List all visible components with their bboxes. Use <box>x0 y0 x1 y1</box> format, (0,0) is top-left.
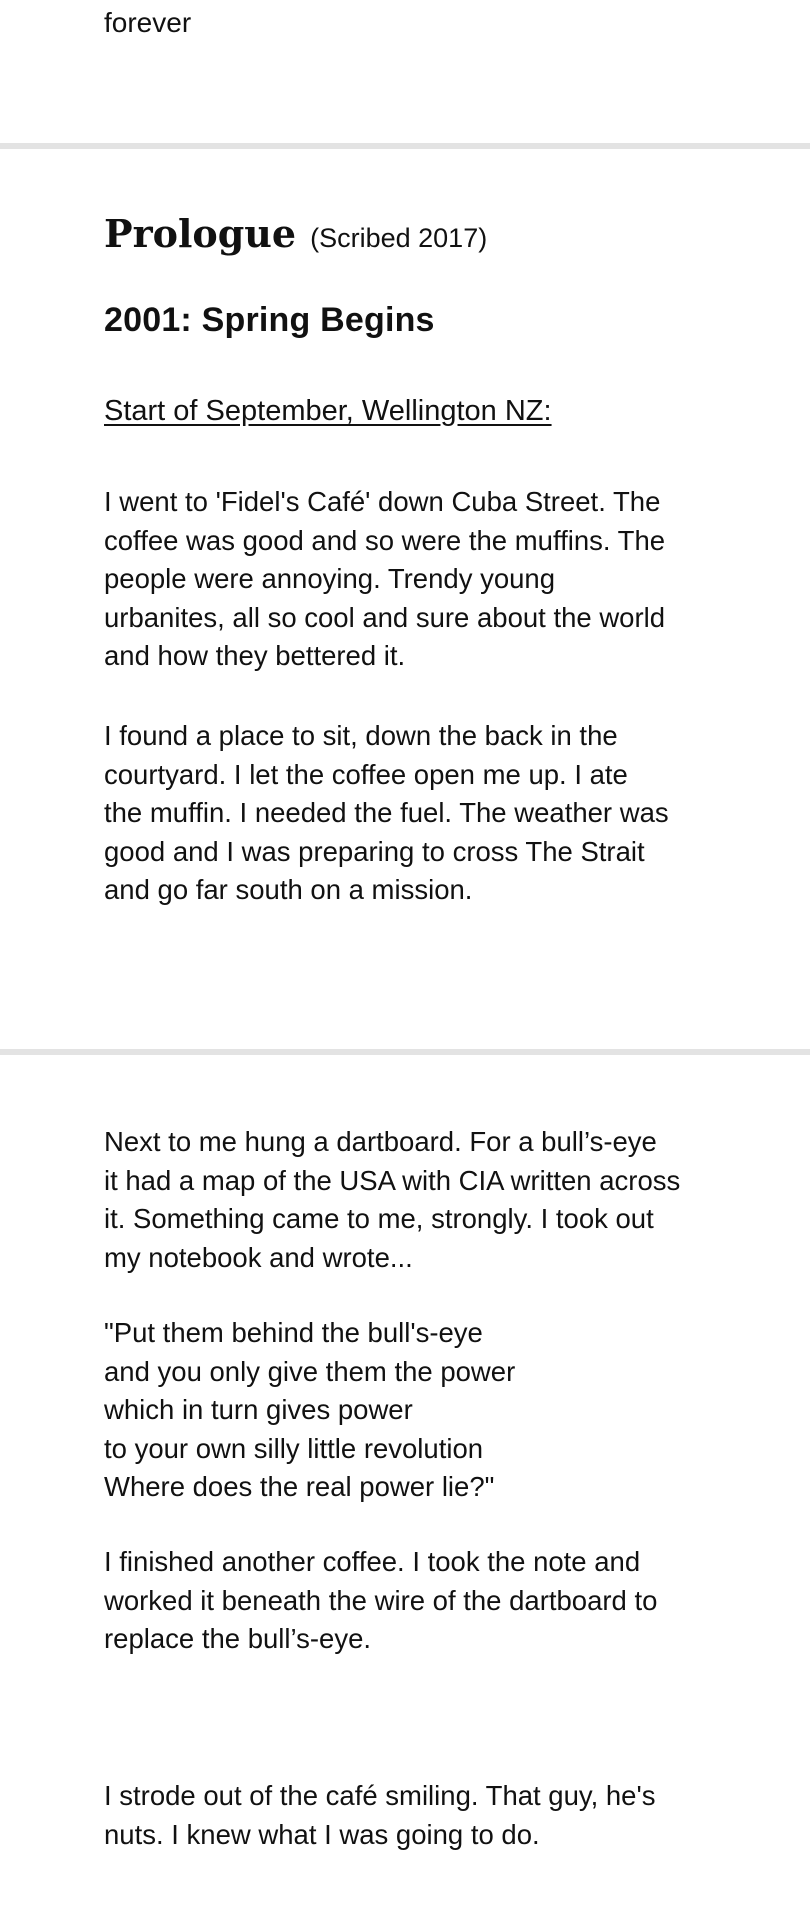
chapter-subtitle: 2001: Spring Begins <box>104 301 435 339</box>
page-2 <box>0 149 810 1049</box>
page-3 <box>0 1055 810 1916</box>
paragraph: Next to me hung a dartboard. For a bull’s-eye it had a map of the USA with CIA written across it. Something came to me, strongly. I took out my notebook and wrote... <box>104 1126 681 1273</box>
chapter-title: Prologue <box>104 211 297 256</box>
poem: "Put them behind the bull's-eye and you only give them the power which in turn gives power to your own silly little revolution Where does the real power lie?" <box>104 1317 516 1502</box>
paragraph: I found a place to sit, down the back in the courtyard. I let the coffee open me up. I ate the muffin. I needed the fuel. The weather was good and I was preparing to cross The Strait and go far south on a mission. <box>104 720 669 905</box>
section-heading: Start of September, Wellington NZ: <box>104 395 552 427</box>
page-1-fragment: forever <box>104 7 192 38</box>
paragraph: I finished another coffee. I took the note and worked it beneath the wire of the dartboard to replace the bull’s-eye. <box>104 1546 658 1654</box>
title-row <box>104 211 722 256</box>
paragraph: I strode out of the café smiling. That guy, he's nuts. I knew what I was going to do. <box>104 1780 656 1850</box>
page-1 <box>0 0 810 143</box>
scribed-note: (Scribed 2017) <box>310 223 488 253</box>
paragraph: I went to 'Fidel's Café' down Cuba Street. The coffee was good and so were the muffins. The people were annoying. Trendy young urbanites, all so cool and sure about the world and how they bettered it. <box>104 486 666 671</box>
